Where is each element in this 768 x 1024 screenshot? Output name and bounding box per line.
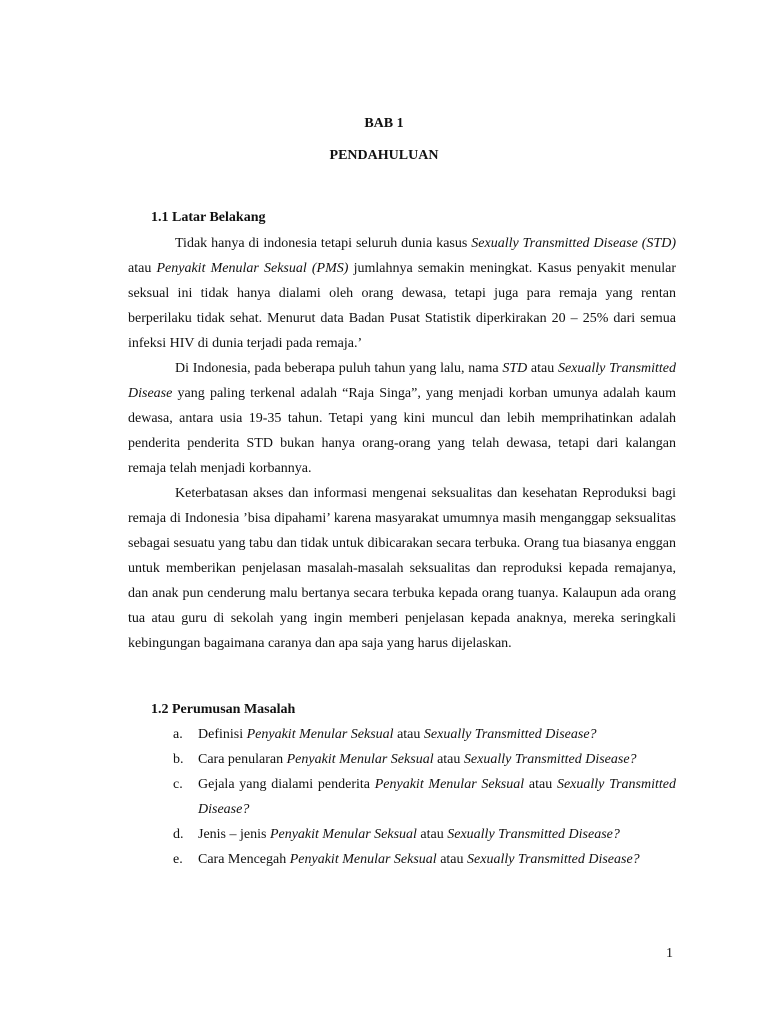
italic-term: Sexually Transmitted Disease (STD) (471, 236, 676, 251)
list-item (151, 772, 676, 822)
italic-term: Sexually Transmitted Disease (128, 361, 677, 401)
list-item (151, 722, 676, 747)
section-heading-perumusan-masalah: 1.2 Perumusan Masalah (151, 702, 296, 717)
italic-term: Sexually Transmitted Disease? (463, 752, 637, 767)
italic-term: Penyakit Menular Seksual (PMS) (156, 261, 349, 276)
italic-term: Sexually Transmitted Disease? (447, 827, 620, 842)
paragraph: Keterbatasan akses dan informasi mengenai seksualitas dan kesehatan Reproduksi bagi remaja di Indonesia ’bisa dipahami’ karena masyarakat umumnya masih menganggap seksualitas sebagai sesuatu yang tabu dan tidak untuk dibicarakan secara terbuka. Orang tua biasanya enggan untuk memberikan penjelasan masalah-masalah seksualitas dan reproduksi kepada remajanya, dan anak pun cenderung malu bertanya secara terbuka kepada orang tuanya. Kalaupun ada orang tua atau guru di sekolah yang ingin memberi penjelasan kepada anaknya, mereka seringkali kebingungan bagaimana caranya dan apa saja yang harus dijelaskan. (128, 486, 676, 651)
italic-term: STD (502, 361, 528, 376)
list-marker: c. (173, 777, 183, 792)
italic-term: Penyakit Menular Seksual (286, 752, 434, 767)
section-body-latar-belakang (128, 231, 676, 656)
italic-term: Penyakit Menular Seksual (374, 777, 525, 792)
italic-term: Sexually Transmitted Disease? (467, 852, 640, 867)
list-marker: e. (173, 852, 183, 867)
list-item-text: Cara Mencegah Penyakit Menular Seksual atau Sexually Transmitted Disease? (198, 852, 640, 867)
list-item (151, 822, 676, 847)
paragraph: Tidak hanya di indonesia tetapi seluruh dunia kasus Sexually Transmitted Disease (STD) atau Penyakit Menular Seksual (PMS) jumlahnya semakin meningkat. Kasus penyakit menular seksual ini tidak hanya dialami oleh orang dewasa, tetapi juga para remaja yang rentan berperilaku tidak sehat. Menurut data Badan Pusat Statistik diperkirakan 20 – 25% dari semua infeksi HIV di dunia terjadi pada remaja.’ (128, 236, 676, 351)
italic-term: Sexually Transmitted Disease? (423, 727, 597, 742)
list-marker: a. (173, 727, 183, 742)
problem-list (151, 722, 676, 872)
list-item-text: Definisi Penyakit Menular Seksual atau Sexually Transmitted Disease? (198, 727, 597, 742)
list-item (151, 847, 676, 872)
chapter-number: BAB 1 (364, 116, 404, 131)
paragraph: Di Indonesia, pada beberapa puluh tahun yang lalu, nama STD atau Sexually Transmitted Disease yang paling terkenal adalah “Raja Singa”, yang menjadi korban umunya adalah kaum dewasa, antara usia 19-35 tahun. Tetapi yang kini muncul dan lebih memprihatinkan adalah penderita penderita STD bukan hanya orang-orang yang telah dewasa, tetapi dari kalangan remaja telah menjadi korbannya. (128, 361, 677, 476)
italic-term: Penyakit Menular Seksual (289, 852, 437, 867)
list-item-text: Gejala yang dialami penderita Penyakit Menular Seksual atau Sexually Transmitted Disease? (198, 777, 676, 817)
list-marker: d. (173, 827, 184, 842)
list-item (151, 747, 676, 772)
list-item-text: Jenis – jenis Penyakit Menular Seksual atau Sexually Transmitted Disease? (198, 827, 620, 842)
list-marker: b. (173, 752, 184, 767)
chapter-title: PENDAHULUAN (329, 148, 439, 163)
page-number: 1 (666, 946, 673, 961)
italic-term: Penyakit Menular Seksual (246, 727, 394, 742)
section-heading-latar-belakang: 1.1 Latar Belakang (151, 210, 266, 225)
italic-term: Penyakit Menular Seksual (269, 827, 417, 842)
list-item-text: Cara penularan Penyakit Menular Seksual atau Sexually Transmitted Disease? (198, 752, 637, 767)
italic-term: Sexually Transmitted Disease? (198, 777, 676, 817)
